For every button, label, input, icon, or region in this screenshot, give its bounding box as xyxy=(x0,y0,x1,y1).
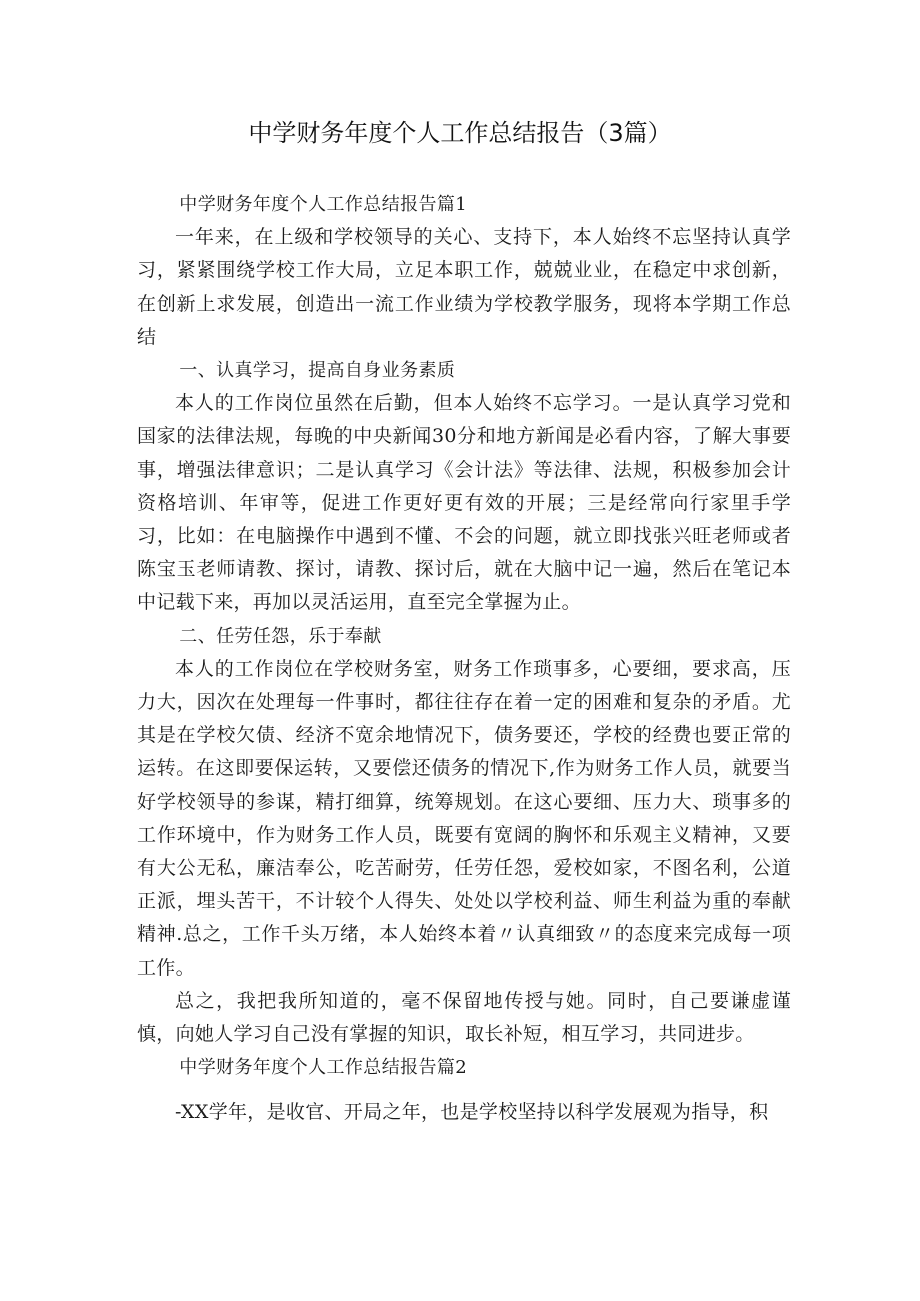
section-2-heading: 中学财务年度个人工作总结报告篇2 xyxy=(179,1057,468,1079)
paragraph-gap xyxy=(137,1084,791,1096)
document-title: 中学财务年度个人工作总结报告（3篇） xyxy=(248,119,672,147)
section-1-heading: 中学财务年度个人工作总结报告篇1 xyxy=(179,194,468,215)
section-1-intro: 一年来，在上级和学校领导的关心、支持下，本人始终不忘坚持认真学习，紧紧围绕学校工作大局，立足本职工作，兢兢业业，在稳定中求创新，在创新上求发展，创造出一流工作业绩为学校教学服务，现将本学期工作总结 xyxy=(137,226,791,348)
section-1-conclusion: 总之，我把我所知道的，毫不保留地传授与她。同时，自己要谦虚谨慎，向她人学习自己没有掌握的知识，取长补短，相互学习，共同进步。 xyxy=(137,989,791,1046)
section-1-part-2-title: 二、任劳任怨，乐于奉献 xyxy=(179,625,382,647)
section-1-part-1-text: 本人的工作岗位虽然在后勤，但本人始终不忘学习。一是认真学习党和国家的法律法规，每晚的中央新闻30分和地方新闻是必看内容，了解大事要事，增强法律意识；二是认真学习《会计法》等法律、法规，积极参加会计资格培训、年审等，促进工作更好更有效的开展；三是经常向行家里手学习，比如：在电脑操作中遇到不懂、不会的问题，就立即找张兴旺老师或者陈宝玉老师请教、探讨，请教、探讨后，就在大脑中记一遍，然后在笔记本中记载下来，再加以灵活运用，直至完全掌握为止。 xyxy=(137,392,791,614)
section-2-intro: -XX学年，是收官、开局之年，也是学校坚持以科学发展观为指导，积 xyxy=(175,1101,769,1124)
section-1-part-1-title: 一、认真学习，提高自身业务素质 xyxy=(179,360,456,382)
document-body xyxy=(137,188,791,1130)
section-1-part-2-text: 本人的工作岗位在学校财务室，财务工作琐事多，心要细，要求高，压力大，因次在处理每一件事时，都往往存在着一定的困难和复杂的矛盾。尤其是在学校欠债、经济不宽余地情况下，债务要还，学校的经费也要正常的运转。在这即要保运转，又要偿还债务的情况下,作为财务工作人员，就要当好学校领导的参谋，精打细算，统筹规划。在这心要细、压力大、琐事多的工作环境中，作为财务工作人员，既要有宽阔的胸怀和乐观主义精神，又要有大公无私，廉洁奉公，吃苦耐劳，任劳任怨，爱校如家，不图名利，公道正派，埋头苦干，不计较个人得失、处处以学校利益、师生利益为重的奉献精神.总之，工作千头万绪，本人始终本着〃认真细致〃的态度来完成每一项工作。 xyxy=(137,657,791,979)
